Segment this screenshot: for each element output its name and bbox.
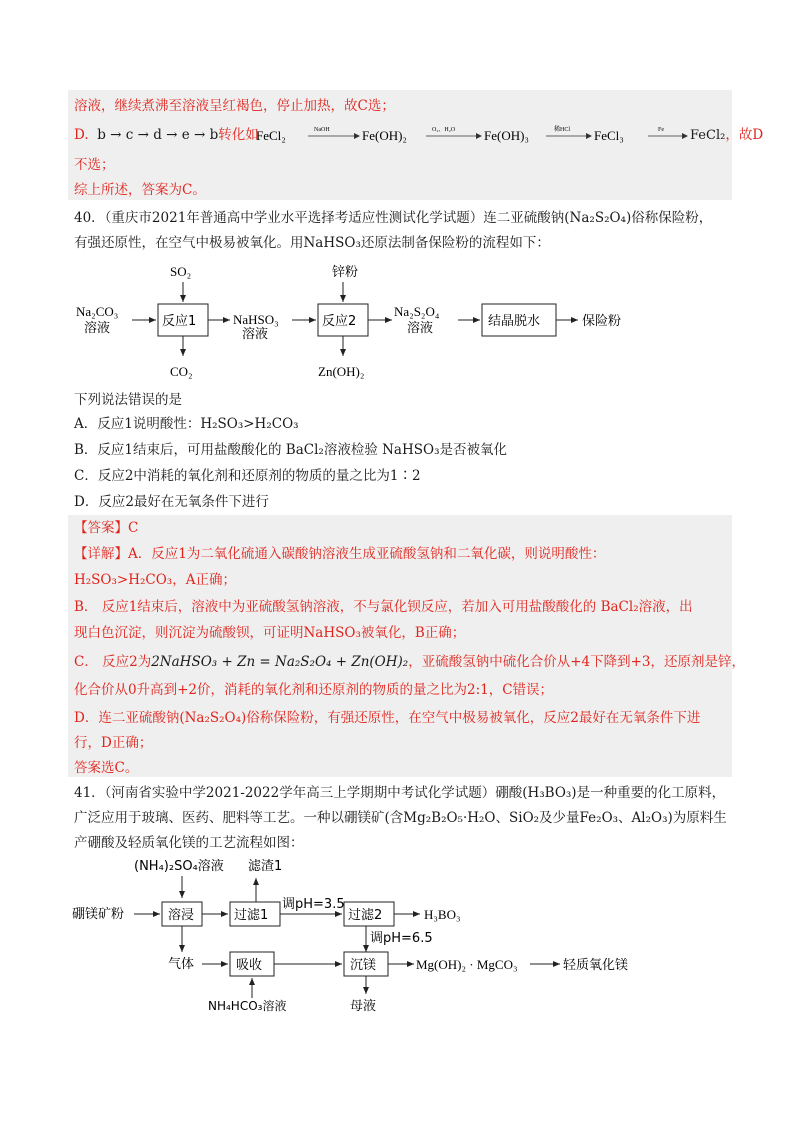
box-crystallize-label: 结晶脱水 [488, 314, 541, 329]
q40-option-d: D．反应2最好在无氧条件下进行 [74, 494, 269, 510]
prev-d-prefix: D. [74, 127, 89, 143]
flow1-product: 保险粉 [582, 314, 622, 329]
q40-detail-2: H₂SO₃>H₂CO₃，A正确； [74, 572, 236, 588]
flow1-co2: CO₂ [170, 364, 193, 379]
arrow-label-naoh: NaOH [314, 127, 330, 133]
flow2-mgco3: Mg(OH)₂ · MgCO₃ [416, 957, 518, 972]
q40-stem-1: 40．（重庆市2021年普通高中学业水平选择考适应性测试化学试题）连二亚硫酸钠(Na₂S₂O₄)俗称保险粉， [74, 210, 713, 226]
flow2-mother-liquor: 母液 [350, 999, 377, 1012]
chain-feoh2: Fe(OH)₂ [362, 128, 407, 143]
box-precipitate-mg-label: 沉镁 [350, 958, 377, 973]
flow1-nahso3-sol: 溶液 [242, 327, 269, 342]
q40-detail-1: 【详解】A．反应1为二氧化硫通入碳酸钠溶液生成亚硫酸氢钠和二氧化碳，则说明酸性： [74, 546, 606, 562]
q40-detail-5c: ，亚硫酸氢钠中硫化合价从+4下降到+3，还原剂是锌， [408, 654, 746, 670]
flow2-nh4hco3: NH₄HCO₃溶液 [208, 999, 287, 1012]
chain-fecl2-a: FeCl₂ [256, 128, 286, 143]
flow2-residue: 滤渣1 [248, 859, 283, 874]
box-filter-2-label: 过滤2 [348, 908, 383, 923]
box-leach-label: 溶浸 [168, 908, 195, 923]
q41-stem-2: 广泛应用于玻璃、医药、肥料等工艺。一种以硼镁矿(含Mg₂B₂O₅·H₂O、SiO₂及少量Fe₂O₃、Al₂O₃)为原料生 [74, 810, 727, 826]
chain-fecl2-b: FeCl₂ [690, 128, 726, 143]
arrow-label-hcl: 稀HCl [554, 127, 571, 133]
chain-fecl3: FeCl₃ [594, 128, 624, 143]
flow2-ph2: 调pH=6.5 [370, 931, 433, 946]
arrow-label-fe: Fe [658, 127, 664, 133]
flow2-mgo: 轻质氧化镁 [563, 958, 629, 973]
q40-detail-9: 答案选C。 [74, 760, 139, 776]
flow2-ph1: 调pH=3.5 [282, 897, 345, 912]
q40-option-a: A．反应1说明酸性：H₂SO₃>H₂CO₃ [74, 416, 299, 432]
box-filter-1-label: 过滤1 [234, 908, 269, 923]
flow1-na2s2o4-sol: 溶液 [407, 321, 434, 336]
chain-tail [690, 125, 763, 146]
flow2-reagent: (NH₄)₂SO₄溶液 [134, 859, 224, 874]
flow1-na2s2o4: Na₂S₂O₄ [394, 304, 440, 319]
prev-line-d [74, 125, 259, 145]
q40-detail-8: 行，D正确； [74, 735, 153, 751]
q40-option-c: C．反应2中消耗的氧化剂和还原剂的物质的量之比为1∶2 [74, 468, 421, 484]
flow1-nahso3: NaHSO₃ [233, 312, 279, 327]
box-reaction-1-label: 反应1 [162, 314, 197, 329]
flow1-so2: SO₂ [170, 264, 192, 279]
q40-stem-2: 有强还原性，在空气中极易被氧化。用NaHSO₃还原法制备保险粉的流程如下： [74, 235, 550, 251]
prev-line-4: 综上所述，答案为C。 [74, 182, 206, 198]
q40-detail-4: 现白色沉淀，则沉淀为硫酸钡，可证明NaHSO₃被氧化，B正确； [74, 625, 466, 641]
q41-stem-3: 产硼酸及轻质氧化镁的工艺流程如图： [74, 835, 304, 851]
box-reaction-2-label: 反应2 [322, 314, 357, 329]
q40-detail-7: D．连二亚硫酸钠(Na₂S₂O₄)俗称保险粉，有强还原性，在空气中极易被氧化，反应2最好在无氧条件下进 [74, 710, 701, 726]
q41-stem-1: 41．（河南省实验中学2021-2022学年高三上学期期中考试化学试题）硼酸(H₃BO₃)是一种重要的化工原料， [74, 785, 726, 801]
prev-d-path: b → c → d → e → b [97, 127, 219, 143]
fe-conversion-chain [256, 122, 696, 148]
flow2-gas: 气体 [168, 957, 195, 972]
flow1-znoh2: Zn(OH)₂ [318, 364, 365, 379]
q40-equation: 2NaHSO₃ + Zn = Na₂S₂O₄ + Zn(OH)₂ [151, 654, 409, 670]
flow1-input-a: Na₂CO₃ [76, 304, 119, 319]
flow1-zinc: 锌粉 [332, 265, 359, 280]
q40-answer: 【答案】C [74, 520, 139, 536]
q40-detail-3: B． 反应1结束后，溶液中为亚硫酸氢钠溶液，不与氯化钡反应，若加入可用盐酸酸化的 BaCl₂溶液，出 [74, 599, 693, 615]
prev-d-mid: 转化如 [218, 127, 259, 143]
q40-detail-5 [74, 652, 745, 672]
q41-flow-diagram [70, 852, 690, 1012]
flow2-raw: 硼镁矿粉 [72, 907, 125, 922]
q40-flow-diagram [70, 258, 670, 383]
arrow-label-o2: O₂、H₂O [432, 127, 456, 133]
q40-detail-6: 化合价从0升高到+2价，消耗的氧化剂和还原剂的物质的量之比为2:1，C错误； [74, 682, 554, 698]
prev-d-suffix: ，故D [725, 127, 764, 143]
prev-line-1: 溶液，继续煮沸至溶液呈红褐色，停止加热，故C选； [74, 98, 395, 114]
flow2-h3bo3: H₃BO₃ [424, 907, 461, 922]
q40-option-b: B．反应1结束后，可用盐酸酸化的 BaCl₂溶液检验 NaHSO₃是否被氧化 [74, 442, 507, 458]
q40-detail-5a: C． 反应2为 [74, 654, 152, 670]
q40-prompt: 下列说法错误的是 [74, 392, 182, 408]
flow1-input-b: 溶液 [84, 321, 111, 336]
box-absorb-label: 吸收 [236, 958, 263, 973]
chain-feoh3: Fe(OH)₃ [484, 128, 529, 143]
prev-line-3: 不选； [74, 157, 115, 173]
